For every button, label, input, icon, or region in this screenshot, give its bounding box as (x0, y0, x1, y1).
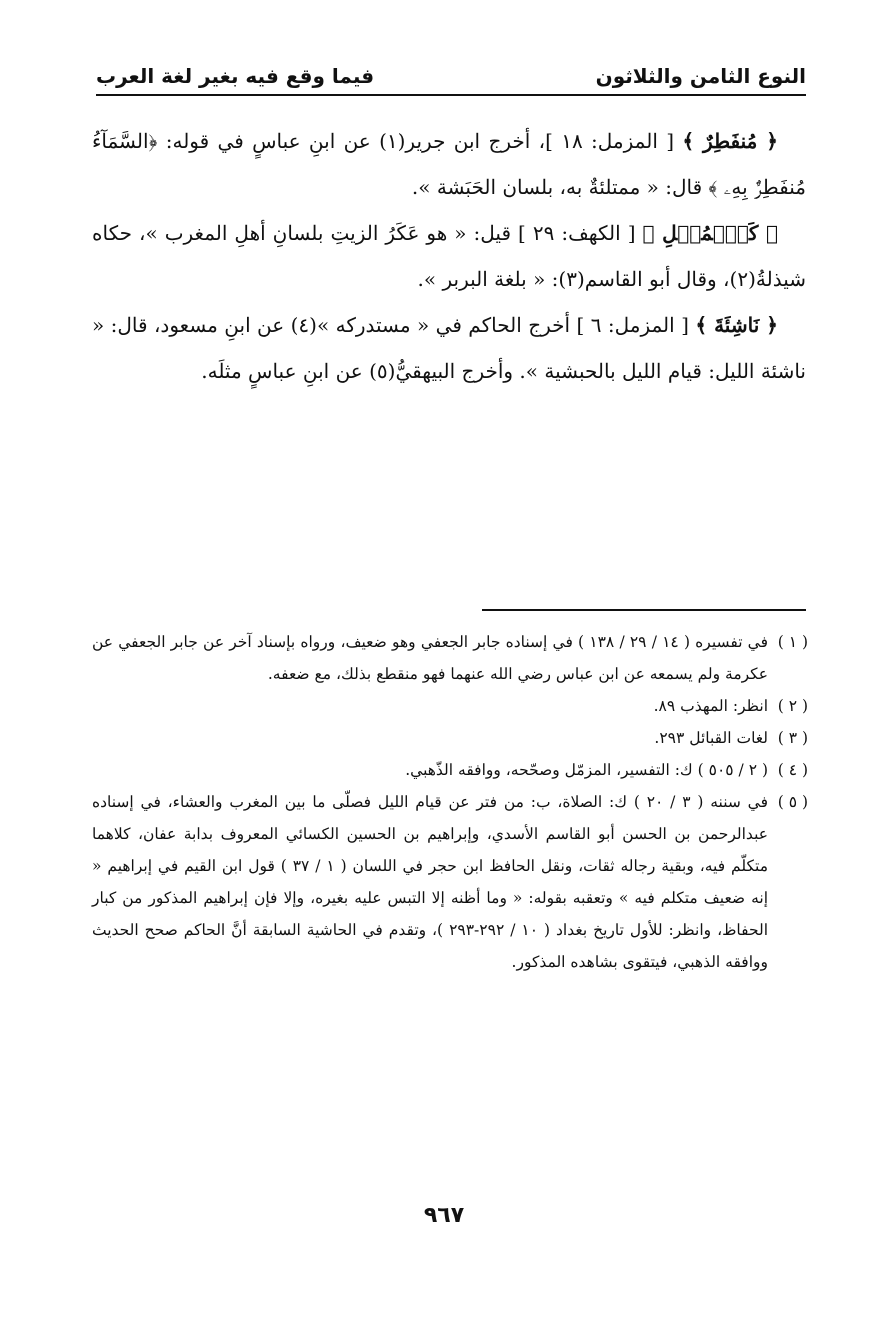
footnote-separator (482, 609, 806, 611)
chapter-title: النوع الثامن والثلاثون (595, 64, 806, 88)
entry-text: [ الكهف: ٢٩ ] قيل: « هو عَكَرُ الزيتِ بلسانِ أهلِ المغرب »، حكاه شيذلةُ(٢)، وقال أبو القاسم(٣): « بلغة البربر ». (92, 221, 806, 291)
quranic-word: ﴿ نَاشِئَةَ ﴾ (695, 313, 778, 337)
entry-text: [ المزمل: ٦ ] أخرج الحاكم في « مستدركه »(٤) عن ابنِ مسعود، قال: « ناشئة الليل: قيام الليل بالحبشية ». وأخرج البيهقيُّ(٥) عن ابنِ عباسٍ مثلَه. (92, 313, 806, 383)
running-header (96, 48, 806, 96)
footnote (92, 754, 808, 786)
entry-paragraph (92, 118, 806, 210)
section-title: فيما وقع فيه بغير لغة العرب (96, 64, 375, 88)
footnote-number: ( ١ ) (777, 633, 809, 651)
quranic-word: ﴿ مُنفَطِرٌ ﴾ (682, 129, 778, 153)
entry-paragraph (92, 302, 806, 394)
footnote (92, 690, 808, 722)
footnote (92, 722, 808, 754)
footnote-text: في تفسيره ( ١٤ / ٢٩ / ١٣٨ ) في إسناده جابر الجعفي وهو ضعيف، ورواه بإسناد آخر عن جابر الجعفي عن عكرمة ولم يسمعه عن ابن عباس رضي الله عنهما فهو منقطع بذلك، مع ضعفه. (92, 633, 769, 683)
footnote-text: انظر: المهذب ٨٩. (653, 697, 768, 715)
footnote-number: ( ٣ ) (777, 729, 808, 747)
footnotes (92, 626, 808, 978)
footnote-text: ( ٢ / ٥٠٥ ) ك: التفسير، المزمّل وصحّحه، ووافقه الذّهبي. (405, 761, 768, 779)
page-number: ٩٦٧ (423, 1203, 465, 1228)
footnote-text: في سننه ( ٣ / ٢٠ ) ك: الصلاة، ب: من فتر عن قيام الليل فصلّى ما بين المغرب والعشاء، في إسناده عبدالرحمن بن الحسن أبو القاسم الأسدي، وإبراهيم بن الحسين الكسائي المعروف بدابة عفان، كلاهما متكلّم فيه، وبقية رجاله ثقات، ونقل الحافظ ابن حجر في اللسان ( ١ / ٣٧ ) قول ابن القيم في إبراهيم « إنه ضعيف متكلم فيه » وتعقبه بقوله: « وما أظنه إلا التبس عليه بغيره، وإلا فإن إبراهيم المذكور من كبار الحفاظ، وانظر: للأول تاريخ بغداد ( ١٠ / ٢٩٢-٢٩٣ )، وتقدم في الحاشية السابقة أنَّ الحاكم صحح الحديث ووافقه الذهبي، فيتقوى بشاهده المذكور. (92, 793, 769, 971)
quranic-word: ﴿ كَٱلۡمُهۡلِ ﴾ (642, 221, 779, 245)
footnote-number: ( ٥ ) (777, 793, 809, 811)
footnote (92, 626, 808, 690)
entry-paragraph (92, 210, 806, 302)
footnote-number: ( ٤ ) (777, 761, 808, 779)
footnote-text: لغات القبائل ٢٩٣. (654, 729, 768, 747)
main-text (92, 118, 806, 394)
entry-text: [ المزمل: ١٨ ]، أخرج ابن جرير(١) عن ابنِ عباسٍ في قوله: ﴿السَّمَآءُ مُنفَطِرٌۢ بِهِۦ ﴾ قال: « ممتلئةٌ به، بلسان الحَبَشة ». (92, 129, 806, 199)
footnote (92, 786, 808, 978)
footnote-number: ( ٢ ) (777, 697, 808, 715)
